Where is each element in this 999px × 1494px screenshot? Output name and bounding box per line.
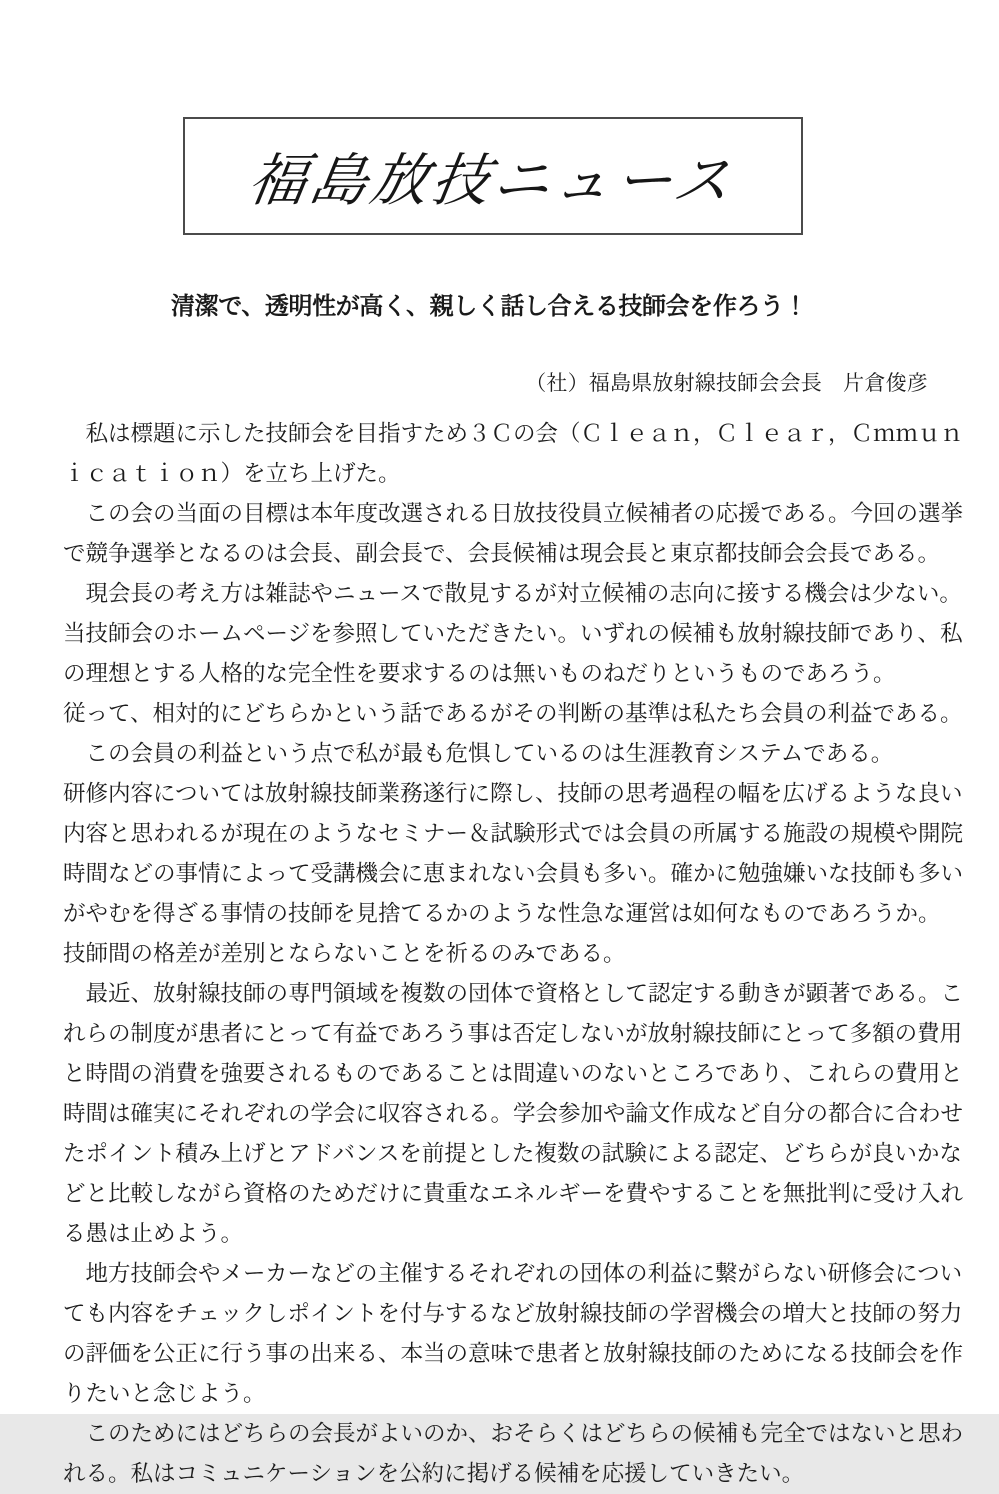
paragraph: 地方技師会やメーカーなどの主催するそれぞれの団体の利益に繋がらない研修会についても内容をチェックしポイントを付与するなど放射線技師の学習機会の増大と技師の努力の評価を公正に行う事の出来る、本当の意味で患者と放射線技師のためになる技師会を作りたいと念じよう。 <box>63 1261 964 1406</box>
paragraph: 私は標題に示した技師会を目指すため３Ｃの会（Ｃｌｅａｎ，Ｃｌｅａｒ，Ｃｍｍｕｎｉｃａｔｉｏｎ）を立ち上げた。 <box>63 421 964 486</box>
headline: 清潔で、透明性が高く、親しく話し合える技師会を作ろう！ <box>171 294 808 320</box>
byline: （社）福島県放射線技師会会長 片倉俊彦 <box>525 371 928 395</box>
paragraph: 最近、放射線技師の専門領域を複数の団体で資格として認定する動きが顕著である。これらの制度が患者にとって有益であろう事は否定しないが放射線技師にとって多額の費用と時間の消費を強要されるものであることは間違いのないところであり、これらの費用と時間は確実にそれぞれの学会に収容される。学会参加や論文作成など自分の都合に合わせたポイント積み上げとアドバンスを前提とした複数の試験による認定、どちらが良いかなどと比較しながら資格のためだけに貴重なエネルギーを費やすることを無批判に受け入れる愚は止めよう。 <box>63 981 964 1246</box>
masthead-title: 福島放技ニュース <box>244 150 740 213</box>
masthead-box <box>183 117 803 235</box>
article-body <box>63 414 975 1494</box>
paragraph: この会員の利益という点で私が最も危惧しているのは生涯教育システムである。 <box>63 741 894 766</box>
paragraph: 従って、相対的にどちらかという話であるがその判断の基準は私たち会員の利益である。 <box>63 701 963 726</box>
paragraph: 研修内容については放射線技師業務遂行に際し、技師の思考過程の幅を広げるような良い内容と思われるが現在のようなセミナー＆試験形式では会員の所属する施設の規模や開院時間などの事情によって受講機会に恵まれない会員も多い。確かに勉強嫌いな技師も多いがやむを得ざる事情の技師を見捨てるかのような性急な運営は如何なものであろうか。 <box>63 781 964 926</box>
paragraph: この会の当面の目標は本年度改選される日放技役員立候補者の応援である。今回の選挙で競争選挙となるのは会長、副会長で、会長候補は現会長と東京都技師会会長である。 <box>63 501 964 566</box>
paragraph: 現会長の考え方は雑誌やニュースで散見するが対立候補の志向に接する機会は少ない。当技師会のホームページを参照していただきたい。いずれの候補も放射線技師であり、私の理想とする人格的な完全性を要求するのは無いものねだりというものであろう。 <box>63 581 963 686</box>
paragraph: 技師間の格差が差別とならないことを祈るのみである。 <box>63 941 626 966</box>
paragraph: このためにはどちらの会長がよいのか、おそらくはどちらの候補も完全ではないと思われる。私はコミュニケーションを公約に掲げる候補を応援していきたい。 <box>63 1421 964 1486</box>
